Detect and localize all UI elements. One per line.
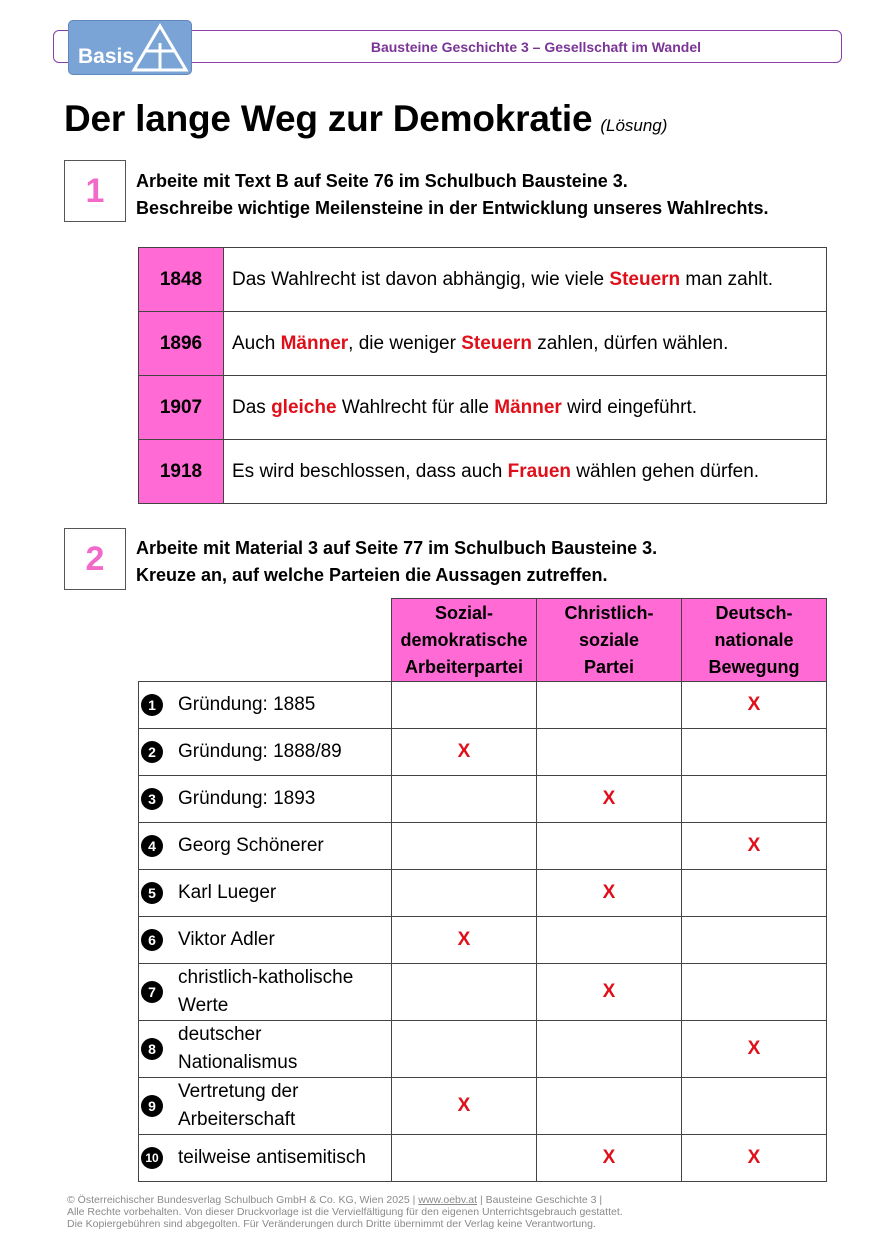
- party-checkbox-cell[interactable]: [537, 729, 682, 776]
- column-header-line: Deutsch-: [715, 602, 793, 623]
- footer-line3: Die Kopiergebühren sind abgegolten. Für Veränderungen durch Dritte übernimmt der Verlag keine Verantwortung.: [67, 1218, 596, 1230]
- footer-link[interactable]: www.oebv.at: [418, 1194, 478, 1206]
- milestone-year: 1918: [139, 440, 224, 504]
- statement-line: teilweise antisemitisch: [178, 1147, 366, 1168]
- footer-line1: [67, 1194, 623, 1206]
- statement-number-badge: 10: [141, 1147, 163, 1169]
- statement-text: [178, 1144, 366, 1172]
- task1-line1: Arbeite mit Text B auf Seite 76 im Schulbuch Bausteine 3.: [136, 171, 628, 191]
- statement-cell: [139, 964, 392, 1021]
- party-checkbox-cell[interactable]: [537, 682, 682, 729]
- statement-cell: [139, 729, 392, 776]
- statement-number-badge: 7: [141, 981, 163, 1003]
- statement-number-badge: 5: [141, 882, 163, 904]
- column-header-line: Christlich-: [564, 602, 654, 623]
- party-checkbox-cell[interactable]: X: [682, 1135, 827, 1182]
- task-number-2: 2: [64, 528, 126, 590]
- statement-number-badge: 6: [141, 929, 163, 951]
- description-text: Das: [232, 396, 272, 418]
- milestone-description: [224, 248, 827, 312]
- statement-number-badge: 9: [141, 1095, 163, 1117]
- milestone-row: [139, 376, 827, 440]
- statement-line: Vertretung der: [178, 1081, 299, 1102]
- statement-wrap: [139, 832, 391, 860]
- statement-row: [139, 1078, 827, 1135]
- description-text: wird eingeführt.: [561, 396, 698, 418]
- statement-cell: [139, 870, 392, 917]
- statement-cell: [139, 682, 392, 729]
- party-checkbox-cell[interactable]: [392, 1021, 537, 1078]
- statement-line: Gründung: 1888/89: [178, 741, 342, 762]
- task2-instructions: [136, 535, 657, 589]
- task-number-1: 1: [64, 160, 126, 222]
- answer-keyword: Frauen: [507, 460, 571, 482]
- column-header-line: Partei: [583, 656, 635, 677]
- description-text: man zahlt.: [680, 268, 774, 290]
- party-checkbox-cell[interactable]: [392, 1135, 537, 1182]
- statement-text: [178, 738, 342, 766]
- milestone-description: [224, 312, 827, 376]
- milestone-row: [139, 312, 827, 376]
- statement-number-badge: 3: [141, 788, 163, 810]
- statement-wrap: [139, 964, 391, 1020]
- statement-line: Nationalismus: [178, 1052, 298, 1073]
- statement-row: [139, 776, 827, 823]
- task2-line1: Arbeite mit Material 3 auf Seite 77 im Schulbuch Bausteine 3.: [136, 538, 658, 558]
- party-checkbox-cell[interactable]: X: [682, 682, 827, 729]
- answer-keyword: Steuern: [461, 332, 532, 354]
- statement-row: [139, 1021, 827, 1078]
- task1-line2: Beschreibe wichtige Meilensteine in der Entwicklung unseres Wahlrechts.: [136, 198, 769, 218]
- description-text: wählen gehen dürfen.: [571, 460, 760, 482]
- statement-row: [139, 823, 827, 870]
- party-checkbox-cell[interactable]: [682, 870, 827, 917]
- suffrage-milestones-table: [138, 247, 827, 504]
- statement-text: [178, 1078, 298, 1134]
- party-checkbox-cell[interactable]: [682, 729, 827, 776]
- statement-line: Georg Schönerer: [178, 835, 324, 856]
- column-header-line: nationale: [714, 629, 794, 650]
- party-checkbox-cell[interactable]: [682, 917, 827, 964]
- milestone-description: [224, 440, 827, 504]
- statement-cell: [139, 776, 392, 823]
- party-checkbox-cell[interactable]: [537, 1078, 682, 1135]
- milestone-year: 1896: [139, 312, 224, 376]
- party-checkbox-cell[interactable]: [537, 823, 682, 870]
- description-text: Auch: [232, 332, 281, 354]
- party-checkbox-cell[interactable]: X: [392, 1078, 537, 1135]
- party-checkbox-cell[interactable]: X: [537, 776, 682, 823]
- statement-text: [178, 926, 275, 954]
- description-text: Es wird beschlossen, dass auch: [232, 460, 508, 482]
- statement-line: deutscher: [178, 1024, 262, 1045]
- answer-keyword: Steuern: [609, 268, 681, 290]
- party-checkbox-cell[interactable]: [392, 964, 537, 1021]
- statement-cell: [139, 1021, 392, 1078]
- milestone-row: [139, 440, 827, 504]
- statement-line: Gründung: 1885: [178, 694, 316, 715]
- statement-wrap: [139, 1078, 391, 1134]
- statement-line: christlich-katholische: [178, 967, 354, 988]
- footer-copyright: [67, 1194, 623, 1230]
- answer-keyword: Männer: [280, 332, 349, 354]
- answer-keyword: Männer: [494, 396, 562, 418]
- party-checkbox-cell[interactable]: X: [682, 1021, 827, 1078]
- task2-line2: Kreuze an, auf welche Parteien die Aussagen zutreffen.: [136, 565, 608, 585]
- statement-row: [139, 682, 827, 729]
- statement-number-badge: 8: [141, 1038, 163, 1060]
- description-text: zahlen, dürfen wählen.: [531, 332, 729, 354]
- page-subtitle: (Lösung): [600, 116, 668, 135]
- column-header-dnb: [682, 599, 827, 682]
- party-checkbox-cell[interactable]: X: [537, 1135, 682, 1182]
- page-title-text: Der lange Weg zur Demokratie: [64, 98, 593, 139]
- statement-wrap: [139, 926, 391, 954]
- party-header-row: [139, 599, 827, 682]
- column-header-line: soziale: [578, 629, 640, 650]
- party-checkbox-cell[interactable]: [392, 823, 537, 870]
- statement-cell: [139, 1135, 392, 1182]
- party-checkbox-cell[interactable]: [392, 870, 537, 917]
- statement-row: [139, 917, 827, 964]
- column-header-line: Sozial-: [434, 602, 493, 623]
- statement-wrap: [139, 738, 391, 766]
- statement-text: [178, 691, 315, 719]
- answer-keyword: gleiche: [271, 396, 337, 418]
- description-text: Das Wahlrecht ist davon abhängig, wie viele: [232, 268, 610, 290]
- statement-text: [178, 785, 315, 813]
- party-checkbox-cell[interactable]: [682, 1078, 827, 1135]
- column-header-line: Bewegung: [708, 656, 800, 677]
- statement-cell: [139, 823, 392, 870]
- column-header-sdap: [392, 599, 537, 682]
- statement-row: [139, 729, 827, 776]
- header-title: Bausteine Geschichte 3 – Gesellschaft im Wandel: [370, 39, 701, 55]
- column-header-csp: [537, 599, 682, 682]
- statement-text: [178, 832, 324, 860]
- task1-instructions: [136, 168, 769, 222]
- description-text: , die weniger: [348, 332, 462, 354]
- statement-text: [178, 879, 276, 907]
- milestone-year: 1907: [139, 376, 224, 440]
- statement-wrap: [139, 785, 391, 813]
- milestone-row: [139, 248, 827, 312]
- statement-wrap: [139, 1144, 391, 1172]
- party-checkbox-cell[interactable]: [682, 776, 827, 823]
- milestone-description: [224, 376, 827, 440]
- statement-wrap: [139, 1021, 391, 1077]
- party-checkbox-cell[interactable]: [682, 964, 827, 1021]
- party-checkbox-cell[interactable]: [392, 682, 537, 729]
- logo-text: Basis: [78, 45, 135, 68]
- statement-line: Werte: [178, 995, 229, 1016]
- footer-line1-pre: © Österreichischer Bundesverlag Schulbuch GmbH & Co. KG, Wien 2025 |: [67, 1194, 419, 1206]
- footer-line2: Alle Rechte vorbehalten. Von dieser Druckvorlage ist die Vervielfältigung für den eigenen Unterrichtsgebrauch gestattet.: [67, 1206, 623, 1218]
- footer-line1-post: | Bausteine Geschichte 3 |: [477, 1194, 603, 1206]
- statement-number-badge: 1: [141, 694, 163, 716]
- statement-line: Gründung: 1893: [178, 788, 316, 809]
- statement-number-badge: 2: [141, 741, 163, 763]
- party-checkbox-cell[interactable]: X: [682, 823, 827, 870]
- milestone-year: 1848: [139, 248, 224, 312]
- party-checkbox-cell[interactable]: [392, 776, 537, 823]
- statement-wrap: [139, 691, 391, 719]
- party-checkbox-cell[interactable]: X: [392, 917, 537, 964]
- statement-text: [178, 1021, 297, 1077]
- statement-line: Viktor Adler: [178, 929, 275, 950]
- column-header-line: Arbeiterpartei: [404, 656, 524, 677]
- party-checkbox-cell[interactable]: X: [537, 870, 682, 917]
- basis-logo: [68, 20, 192, 75]
- party-checkbox-cell[interactable]: [537, 917, 682, 964]
- page-title: [64, 98, 667, 140]
- statement-cell: [139, 1078, 392, 1135]
- statement-text: [178, 964, 353, 1020]
- party-checkbox-cell[interactable]: [537, 1021, 682, 1078]
- statement-row: [139, 964, 827, 1021]
- statement-line: Karl Lueger: [178, 882, 277, 903]
- triangle-logo-icon: [131, 23, 189, 73]
- description-text: Wahlrecht für alle: [336, 396, 495, 418]
- header-blank-cell: [139, 599, 392, 682]
- statement-number-badge: 4: [141, 835, 163, 857]
- party-checkbox-cell[interactable]: X: [537, 964, 682, 1021]
- column-header-line: demokratische: [400, 629, 528, 650]
- statement-wrap: [139, 879, 391, 907]
- party-assignment-table: [138, 598, 827, 1182]
- statement-cell: [139, 917, 392, 964]
- party-checkbox-cell[interactable]: X: [392, 729, 537, 776]
- statement-row: [139, 870, 827, 917]
- statement-row: [139, 1135, 827, 1182]
- statement-line: Arbeiterschaft: [178, 1109, 296, 1130]
